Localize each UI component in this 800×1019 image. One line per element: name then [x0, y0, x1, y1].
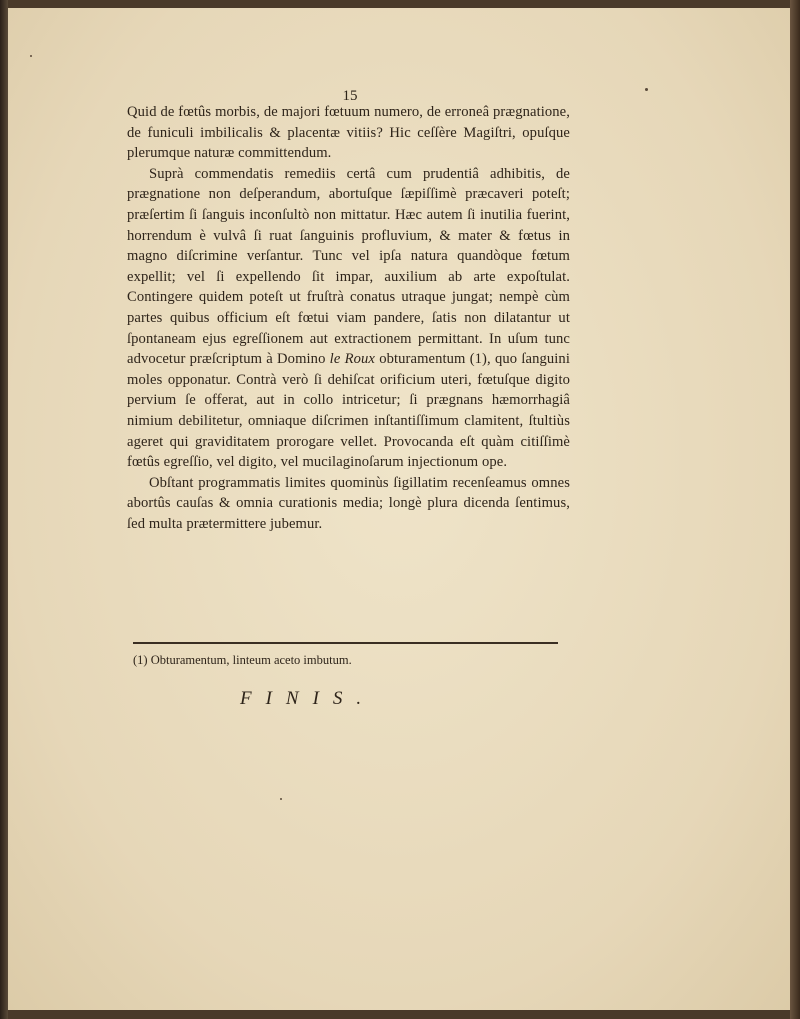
footnote: (1) Obturamentum, linteum aceto imbutum. [133, 653, 352, 667]
text-segment: Quid de fœtûs morbis, de majori fœtuum numero, de erroneâ prægnatione, de funiculi imbilicalis & placentæ vitiis? Hic ceſſère Magiſtri, opuſque plerumque naturæ committendum. [127, 104, 570, 162]
page-edge-shadow [790, 0, 800, 1019]
book-spine-shadow [0, 0, 8, 1019]
paper-speck [645, 88, 648, 91]
text-segment: Obſtant programmatis limites quominùs ſigillatim recenſeamus omnes abortûs cauſas & omnia curationis media; longè plura dicenda ſentimus, ſed multa prætermittere jubemur. [127, 474, 570, 532]
text-segment: obturamentum (1), quo ſanguini moles opponatur. Contrà verò ſi dehiſcat orificium uteri, fœtuſque digito pervium ſe offerat, aut in collo intricetur; ſi prægnans hæmorrhagiâ nimium debilitetur, omniaque diſcrimen inſtantiſſimum clamitent, ſtultiùs ageret qui graviditatem prorogare vellet. Provocanda eſt quàm citiſſimè fœtûs egreſſio, vel digito, vel mucilaginoſarum injectionum ope. [127, 351, 570, 471]
footnote-rule [133, 642, 558, 644]
paper-speck [280, 798, 282, 800]
finis-colophon: FINIS. [240, 688, 376, 709]
text-segment: Suprà commendatis remediis certâ cum prudentiâ adhibitis, de prægnatione non deſperandum, abortuſque ſæpiſſimè præcaveri poteſt; præſertim ſi ſanguis inconſultò non mittatur. Hæc autem ſi inutilia fuerint, horrendum è vulvâ ſi ruat ſanguinis profluvium, & mater & fœtus in magno diſcrimine verſantur. Tunc vel ipſa natura quandòque fœtum expellit; vel ſi expellendo ſit impar, auxilium ab arte expoſtulat. Contingere quidem poteſt ut fruſtrà conatus utraque jungat; nempè cùm partes quibus officium eſt fœtui viam pandere, ſatis non dilatantur ut ſpontaneam ejus egreſſionem aut extractionem permittant. In uſum tunc advocetur præſcriptum à Domino [127, 165, 570, 368]
paragraph [127, 164, 570, 473]
paragraph [127, 473, 570, 535]
paper-speck [30, 55, 32, 57]
paragraph [127, 102, 570, 164]
italic-name: le Roux [329, 351, 375, 368]
page-number: 15 [342, 88, 358, 104]
body-text [127, 102, 570, 534]
